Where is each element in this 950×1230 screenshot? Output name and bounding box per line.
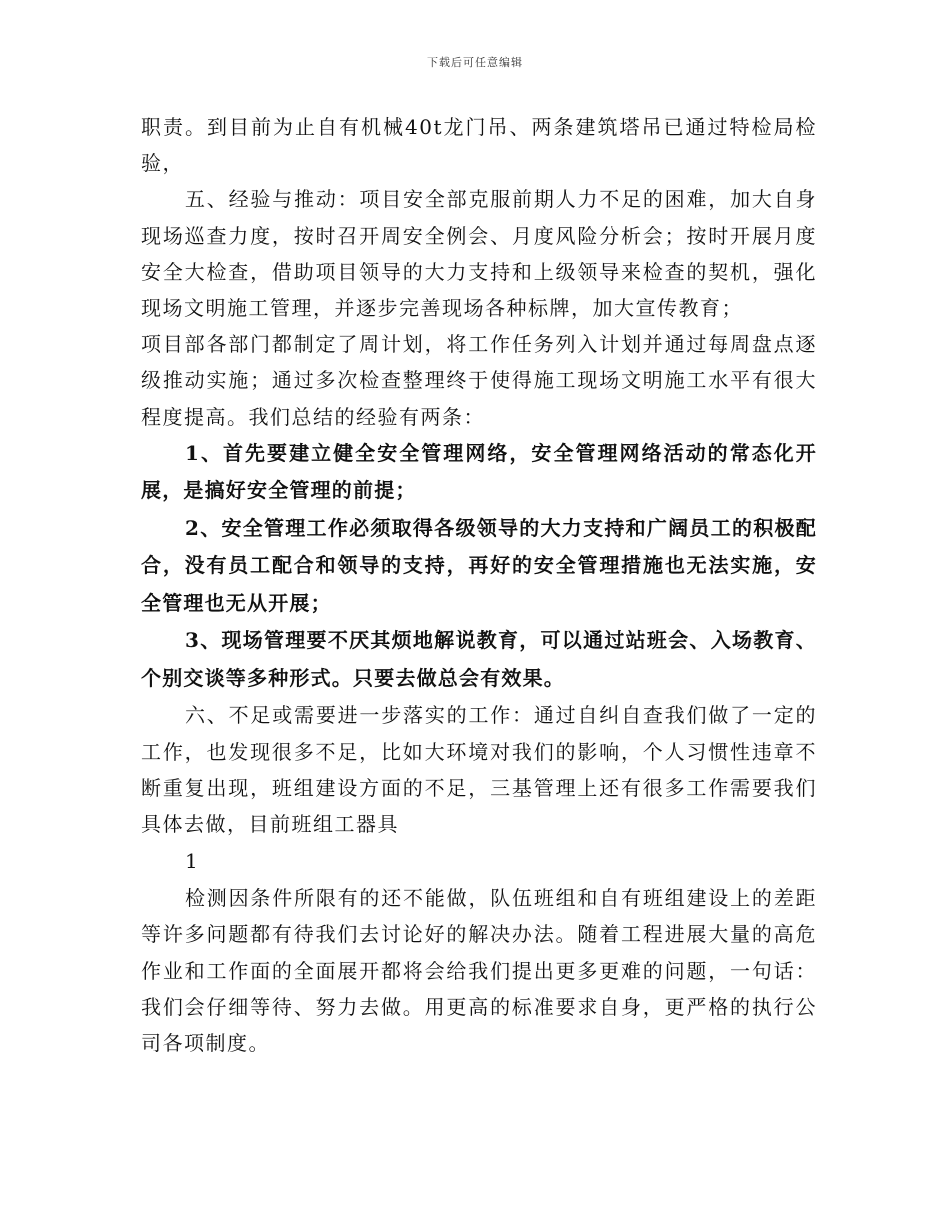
page-header-note: 下载后可任意编辑 <box>427 56 523 69</box>
paragraph-conclusion: 检测因条件所限有的还不能做，队伍班组和自有班组建设上的差距等许多问题都有待我们去讨论好的解决办法。随着工程进展大量的高危作业和工作面的全面展开都将会给我们提出更多更难的问题，一句话：我们会仔细等待、努力去做。用更高的标准要求自身，更严格的执行公司各项制度。 <box>141 886 817 1055</box>
paragraph-experience: 五、经验与推动：项目安全部克服前期人力不足的困难，加大自身现场巡查力度，按时召开周安全例会、月度风险分析会；按时开展月度安全大检查，借助项目领导的大力支持和上级领导来检查的契机，强化现场文明施工管理，并逐步完善现场各种标牌，加大宣传教育； <box>141 187 817 321</box>
paragraph-lesson-3: 3、现场管理要不厌其烦地解说教育，可以通过站班会、入场教育、个别交谈等多种形式。只要去做总会有效果。 <box>141 628 817 690</box>
paragraph-responsibilities: 职责。到目前为止自有机械40t龙门吊、两条建筑塔吊已通过特检局检验， <box>141 115 817 176</box>
page-number: 1 <box>185 849 199 874</box>
paragraph-shortcomings: 六、不足或需要进一步落实的工作：通过自纠自查我们做了一定的工作，也发现很多不足，比如大环境对我们的影响，个人习惯性违章不断重复出现，班组建设方面的不足，三基管理上还有很多工作需要我们具体去做，目前班组工器具 <box>141 703 817 836</box>
document-body <box>141 109 817 1061</box>
paragraph-lesson-2: 2、安全管理工作必须取得各级领导的大力支持和广阔员工的积极配合，没有员工配合和领导的支持，再好的安全管理措施也无法实施，安全管理也无从开展； <box>141 515 817 615</box>
paragraph-lesson-1: 1、首先要建立健全安全管理网络，安全管理网络活动的常态化开展，是搞好安全管理的前提； <box>141 440 817 503</box>
paragraph-department-plans: 项目部各部门都制定了周计划，将工作任务列入计划并通过每周盘点逐级推动实施；通过多次检查整理终于使得施工现场文明施工水平有很大程度提高。我们总结的经验有两条： <box>141 332 817 429</box>
